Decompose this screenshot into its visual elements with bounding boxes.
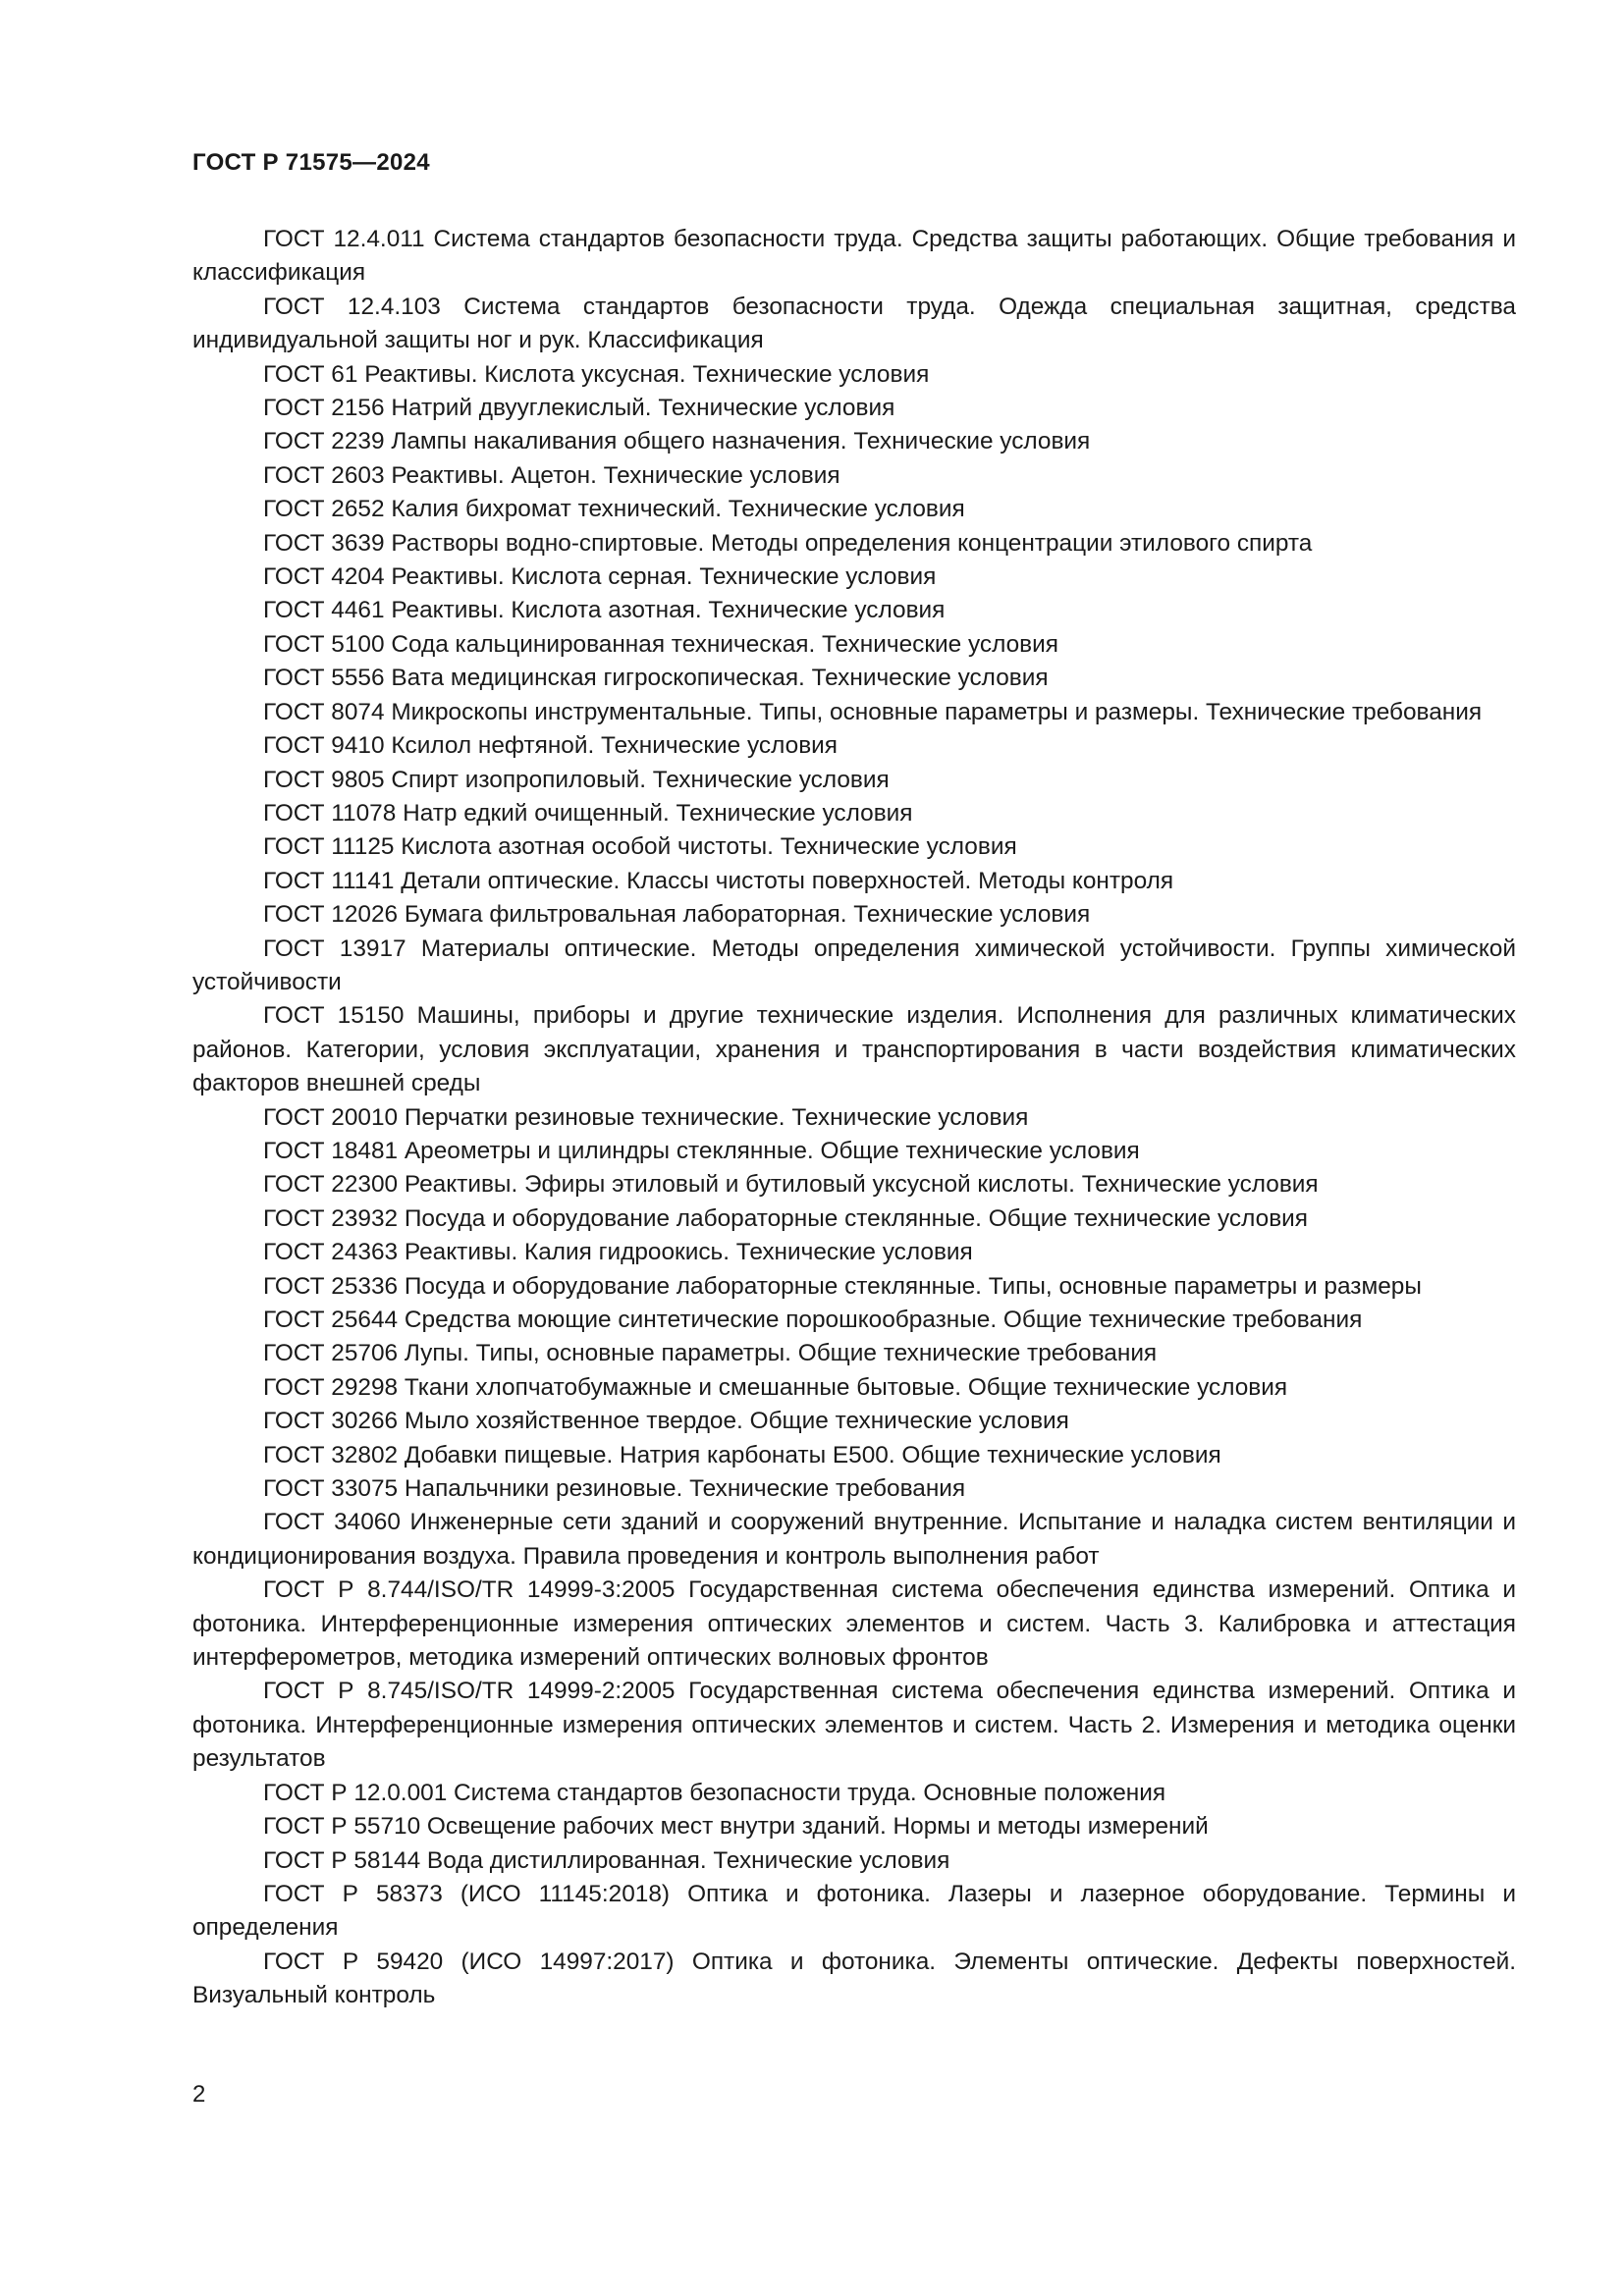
reference-entry: ГОСТ 13917 Материалы оптические. Методы определения химической устойчивости. Группы химической устойчивости [192, 934, 1516, 995]
normative-references-list [192, 223, 1516, 2013]
reference-entry: ГОСТ 2603 Реактивы. Ацетон. Технические условия [263, 461, 840, 489]
reference-entry: ГОСТ 18481 Ареометры и цилиндры стеклянные. Общие технические условия [263, 1137, 1140, 1164]
reference-entry: ГОСТ 25706 Лупы. Типы, основные параметры. Общие технические требования [263, 1340, 1158, 1367]
reference-entry: ГОСТ 12.4.103 Система стандартов безопасности труда. Одежда специальная защитная, средства индивидуальной защиты ног и рук. Классификация [192, 293, 1516, 354]
reference-entry: ГОСТ Р 55710 Освещение рабочих мест внутри зданий. Нормы и методы измерений [263, 1813, 1209, 1841]
reference-entry: ГОСТ 24363 Реактивы. Калия гидроокись. Технические условия [263, 1239, 973, 1266]
document-header: ГОСТ Р 71575—2024 [192, 149, 430, 176]
reference-entry: ГОСТ 15150 Машины, приборы и другие технические изделия. Исполнения для различных климатических районов. Категории, условия эксплуатации, хранения и транспортирования в части воздействия климатических факторов внешней среды [192, 1002, 1516, 1097]
reference-entry: ГОСТ Р 8.744/ISO/TR 14999-3:2005 Государственная система обеспечения единства измерений. Оптика и фотоника. Интерференционные измерения оптических элементов и систем. Часть 3. Калибровка и аттестация интерферометров, методика измерений оптических волновых фронтов [192, 1576, 1516, 1672]
reference-entry: ГОСТ 25644 Средства моющие синтетические порошкообразные. Общие технические требования [263, 1307, 1363, 1333]
reference-entry: ГОСТ 11125 Кислота азотная особой чистоты. Технические условия [263, 833, 1017, 861]
reference-entry: ГОСТ 22300 Реактивы. Эфиры этиловый и бутиловый уксусной кислоты. Технические условия [263, 1171, 1319, 1199]
reference-entry: ГОСТ 34060 Инженерные сети зданий и сооружений внутренние. Испытание и наладка систем вентиляции и кондиционирования воздуха. Правила проведения и контроль выполнения работ [192, 1509, 1516, 1570]
reference-entry: ГОСТ 5100 Сода кальцинированная техническая. Технические условия [263, 630, 1058, 658]
page-number: 2 [192, 2081, 206, 2108]
reference-entry: ГОСТ 2156 Натрий двууглекислый. Технические условия [263, 395, 895, 422]
reference-entry: ГОСТ 30266 Мыло хозяйственное твердое. Общие технические условия [263, 1408, 1069, 1435]
reference-entry: ГОСТ Р 59420 (ИСО 14997:2017) Оптика и фотоника. Элементы оптические. Дефекты поверхностей. Визуальный контроль [192, 1948, 1516, 2009]
reference-entry: ГОСТ 8074 Микроскопы инструментальные. Типы, основные параметры и размеры. Технические требования [263, 698, 1483, 725]
reference-entry: ГОСТ 11078 Натр едкий очищенный. Технические условия [263, 799, 913, 827]
reference-entry: ГОСТ Р 12.0.001 Система стандартов безопасности труда. Основные положения [263, 1779, 1166, 1806]
reference-entry: ГОСТ 23932 Посуда и оборудование лабораторные стеклянные. Общие технические условия [263, 1204, 1308, 1232]
reference-entry: ГОСТ 3639 Растворы водно-спиртовые. Методы определения концентрации этилового спирта [263, 529, 1313, 557]
reference-entry: ГОСТ Р 58373 (ИСО 11145:2018) Оптика и фотоника. Лазеры и лазерное оборудование. Термины и определения [192, 1880, 1516, 1942]
reference-entry: ГОСТ 11141 Детали оптические. Классы чистоты поверхностей. Методы контроля [263, 867, 1174, 894]
reference-entry: ГОСТ 4204 Реактивы. Кислота серная. Технические условия [263, 563, 937, 591]
reference-entry: ГОСТ 2239 Лампы накаливания общего назначения. Технические условия [263, 428, 1091, 455]
reference-entry: ГОСТ 33075 Напальчники резиновые. Технические требования [263, 1475, 966, 1503]
reference-entry: ГОСТ Р 8.745/ISO/TR 14999-2:2005 Государственная система обеспечения единства измерений. Оптика и фотоника. Интерференционные измерения оптических элементов и систем. Часть 2. Измерения и методика оценки результатов [192, 1678, 1516, 1773]
reference-entry: ГОСТ 29298 Ткани хлопчатобумажные и смешанные бытовые. Общие технические условия [263, 1373, 1288, 1401]
reference-entry: ГОСТ 9805 Спирт изопропиловый. Технические условия [263, 766, 890, 793]
reference-entry: ГОСТ Р 58144 Вода дистиллированная. Технические условия [263, 1846, 950, 1874]
reference-entry: ГОСТ 2652 Калия бихромат технический. Технические условия [263, 496, 965, 523]
reference-entry: ГОСТ 25336 Посуда и оборудование лабораторные стеклянные. Типы, основные параметры и размеры [263, 1272, 1422, 1300]
reference-entry: ГОСТ 9410 Ксилол нефтяной. Технические условия [263, 732, 838, 760]
reference-entry: ГОСТ 5556 Вата медицинская гигроскопическая. Технические условия [263, 665, 1049, 692]
reference-entry: ГОСТ 61 Реактивы. Кислота уксусная. Технические условия [263, 360, 930, 388]
reference-entry: ГОСТ 32802 Добавки пищевые. Натрия карбонаты Е500. Общие технические условия [263, 1441, 1221, 1468]
reference-entry: ГОСТ 12026 Бумага фильтровальная лабораторная. Технические условия [263, 901, 1091, 929]
reference-entry: ГОСТ 12.4.011 Система стандартов безопасности труда. Средства защиты работающих. Общие требования и классификация [192, 226, 1516, 287]
reference-entry: ГОСТ 20010 Перчатки резиновые технические. Технические условия [263, 1103, 1029, 1131]
reference-entry: ГОСТ 4461 Реактивы. Кислота азотная. Технические условия [263, 597, 946, 624]
